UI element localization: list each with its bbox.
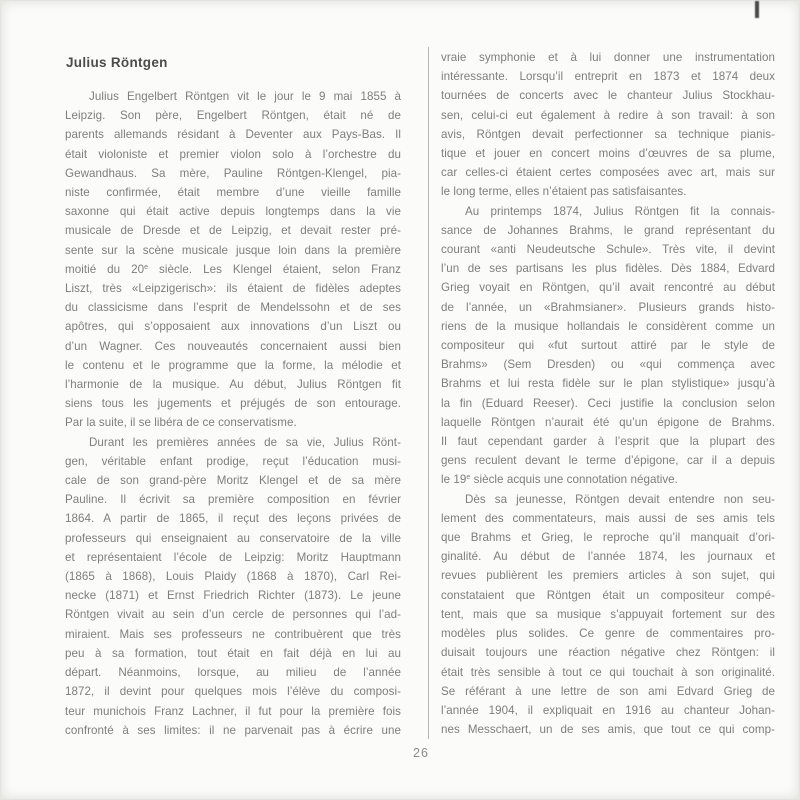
text-line: confronté à ses limites: il ne parvenait pas à écrire une bbox=[65, 723, 401, 737]
text-line: niste confirmée, était membre d’une vieille famille bbox=[65, 186, 401, 200]
text-line: Leipzig. Son père, Engelbert Röntgen, était né de bbox=[65, 109, 401, 123]
text-line: Se référant à une lettre de son ami Edvard Grieg de bbox=[441, 684, 775, 698]
text-line: modèles plus solides. Ce genre de commentaires pro- bbox=[441, 627, 775, 641]
text-line: était très sensible à tout ce qui touchait à son originalité. bbox=[441, 665, 775, 679]
text-line: cale de son grand-père Moritz Klengel et de sa mère bbox=[65, 474, 401, 488]
text-line: le long terme, elles n’étaient pas satisfaisantes. bbox=[441, 185, 687, 199]
text-line: teur munichois Franz Lachner, il fut pour la première fois bbox=[65, 704, 401, 718]
text-line: Julius Engelbert Röntgen vit le jour le 9 mai 1855 à bbox=[89, 90, 401, 103]
text-line: sen, celui-ci eut également à redire à son travail: à son bbox=[441, 108, 775, 122]
text-line: Brahms» (Sem Dresden) ou «qui commença avec bbox=[441, 358, 775, 372]
text-line: siens tous les jugements et préjugés de son entourage. bbox=[65, 397, 401, 411]
text-line: apôtres, qui s’opposaient aux innovations d’un Liszt ou bbox=[65, 320, 401, 334]
text-line: saxonne qui était active depuis longtemps dans la vie bbox=[65, 205, 401, 219]
text-line: sente sur la scène musicale jusque loin dans la première bbox=[65, 243, 401, 257]
text-line: revues publièrent les premiers articles à son sujet, qui bbox=[441, 569, 775, 583]
paragraph bbox=[441, 490, 775, 740]
right-column bbox=[441, 48, 775, 739]
text-line: laquelle Röntgen n’aurait été qu’un épigone de Brahms. bbox=[441, 415, 775, 429]
text-line: et représentaient l’école de Leipzig: Moritz Hauptmann bbox=[65, 550, 401, 564]
text-line: peu à sa formation, tout était en fait déjà en lui au bbox=[65, 646, 401, 660]
paragraph bbox=[65, 87, 401, 433]
text-line: Pauline. Il écrivit sa première composition en février bbox=[65, 493, 401, 507]
text-line: gen, véritable enfant prodige, reçut l’éducation musi- bbox=[65, 454, 401, 468]
text-line: intéressante. Lorsqu’il entreprit en 1873 et 1874 deux bbox=[441, 70, 775, 84]
text-line: Dès sa jeunesse, Röntgen devait entendre non seu- bbox=[465, 492, 775, 506]
text-line: nes Messchaert, un de ses amis, que tout ce qui comp- bbox=[441, 723, 775, 737]
text-line: était violoniste et premier violon solo à l’orchestre du bbox=[65, 147, 401, 161]
text-line: vraie symphonie et à lui donner une instrumentation bbox=[441, 51, 775, 64]
text-line: courant «anti Neudeutsche Schule». Très vite, il devint bbox=[441, 243, 775, 257]
text-line: le 19e siècle acquis une connotation négative. bbox=[441, 473, 678, 487]
text-line: constataient que Röntgen était un compositeur compé- bbox=[441, 588, 775, 602]
text-line: musicale de Dresde et de Leipzig, et devait rester pré- bbox=[65, 224, 401, 238]
text-line: départ. Néanmoins, lorsque, au milieu de l’année bbox=[65, 666, 401, 680]
text-line: du classicisme dans l’esprit de Mendelssohn et de ses bbox=[65, 301, 401, 315]
text-line: Il faut cependant garder à l’esprit que la plupart des bbox=[441, 435, 775, 449]
text-line: l’harmonie de la musique. Au début, Julius Röntgen fit bbox=[65, 378, 401, 392]
text-line: l’année 1904, il expliquait en 1916 au chanteur Johan- bbox=[441, 703, 775, 717]
text-line: Au printemps 1874, Julius Röntgen fit la connais- bbox=[465, 204, 775, 218]
text-line: 1864. A partir de 1865, il reçut des leçons privées de bbox=[65, 512, 401, 526]
left-column bbox=[65, 87, 401, 740]
text-line: compositeur qui «fut surtout attiré par le style de bbox=[441, 339, 775, 353]
page-number: 26 bbox=[413, 746, 429, 760]
text-line: parents allemands résidant à Deventer aux Pays-Bas. Il bbox=[65, 128, 401, 142]
text-line: 1872, il devint pour quelques mois l’élève du composi- bbox=[65, 685, 401, 699]
paragraph bbox=[65, 433, 401, 740]
paragraph bbox=[441, 202, 775, 490]
column-divider bbox=[428, 47, 429, 739]
text-line: que Brahms et Grieg, le reproche qu’il manquait d’ori- bbox=[441, 531, 775, 545]
scan-edge-mark bbox=[755, 1, 759, 18]
article-title: Julius Röntgen bbox=[66, 55, 168, 71]
text-line: le contenu et le programme que la forme, la mélodie et bbox=[65, 358, 401, 372]
text-line: (1865 à 1868), Louis Plaidy (1868 à 1870), Carl Rei- bbox=[65, 570, 401, 584]
text-line: necke (1871) et Ernst Friedrich Richter (1873). Le jeune bbox=[65, 589, 401, 603]
text-line: de l’année, un «Brahmsianer». Plusieurs grands histo- bbox=[441, 300, 775, 314]
text-line: avis, Röntgen devait perfectionner sa technique pianis- bbox=[441, 127, 775, 141]
text-line: Brahms et lui resta fidèle sur le plan stylistique» jusqu’à bbox=[441, 377, 775, 391]
text-line: l’un de ses partisans les plus fidèles. Dès 1884, Edvard bbox=[441, 262, 775, 276]
text-line: moitié du 20e siècle. Les Klengel étaient, selon Franz bbox=[65, 262, 401, 276]
paragraph bbox=[441, 48, 775, 202]
text-line: Durant les premières années de sa vie, Julius Rönt- bbox=[89, 435, 401, 449]
text-line: gens reculent devant le terme d’épigone, car il a depuis bbox=[441, 454, 775, 468]
text-line: riens de la musique hollandais le considèrent comme un bbox=[441, 319, 775, 333]
text-line: sance de Johannes Brahms, le grand représentant du bbox=[441, 223, 775, 237]
text-line: Grieg voyait en Röntgen, qu’il avait rencontré au début bbox=[441, 281, 775, 295]
text-line: la fin (Eduard Reeser). Ceci justifie la conclusion selon bbox=[441, 396, 775, 410]
text-line: Par la suite, il se libéra de ce conservatisme. bbox=[65, 416, 297, 430]
text-line: ginalité. Au début de l’année 1874, les journaux et bbox=[441, 550, 775, 564]
text-line: Röntgen vivait au sein d’un cercle de personnes qui l’ad- bbox=[65, 608, 401, 622]
text-line: tent, mais que sa musique s’appuyait fortement sur des bbox=[441, 607, 775, 621]
text-line: tournées de concerts avec le chanteur Julius Stockhau- bbox=[441, 89, 775, 103]
text-line: professeurs qui enseignaient au conservatoire de la ville bbox=[65, 531, 401, 545]
text-line: tique et jouer en concert moins d’œuvres de sa plume, bbox=[441, 147, 775, 161]
text-line: Liszt, très «Leipzigerisch»: ils étaient de fidèles adeptes bbox=[65, 282, 401, 296]
text-line: car celles-ci étaient certes composées avec art, mais sur bbox=[441, 166, 775, 180]
text-line: miraient. Mais ses professeurs ne contribuèrent que très bbox=[65, 627, 401, 641]
text-line: d’un Wagner. Ces nouveautés concernaient aussi bien bbox=[65, 339, 401, 353]
text-line: lement des commentateurs, mais aussi de ses amis tels bbox=[441, 511, 775, 525]
text-line: Gewandhaus. Sa mère, Pauline Röntgen-Klengel, pia- bbox=[65, 166, 401, 180]
text-line: duisait toujours une réaction négative chez Röntgen: il bbox=[441, 646, 775, 660]
